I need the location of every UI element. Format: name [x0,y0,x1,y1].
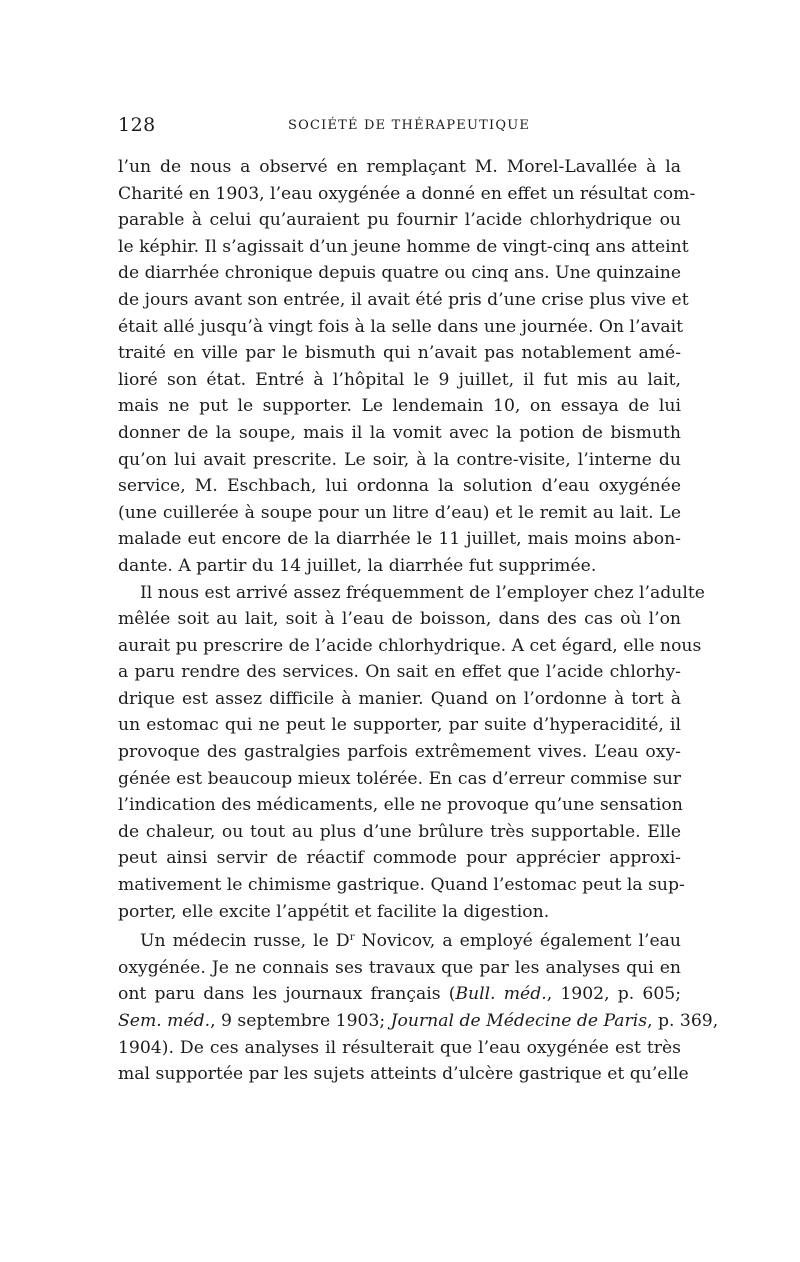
paragraph [118,580,705,926]
citation-title: Sem. méd. [118,1011,211,1031]
text-line: mativement le chimisme gastrique. Quand l’estomac peut la sup- [118,875,685,896]
text-line: le képhir. Il s’agissait d’un jeune homme de vingt-cinq ans atteint [118,236,689,257]
text-fragment: , 1902, p. 605; [546,984,681,1005]
text-line: dante. A partir du 14 juillet, la diarrhée fut supprimée. [118,555,597,576]
text-line [118,981,681,1008]
text-line: traité en ville par le bismuth qui n’avait pas notablement amé- [118,343,681,364]
text-line: parable à celui qu’auraient pu fournir l’acide chlorhydrique ou [118,210,681,231]
text-line: malade eut encore de la diarrhée le 11 juillet, mais moins abon- [118,529,681,550]
text-line: était allé jusqu’à vingt fois à la selle dans une journée. On l’avait [118,316,684,337]
text-line: l’indication des médicaments, elle ne provoque qu’une sensation [118,795,683,816]
text-line: lioré son état. Entré à l’hôpital le 9 juillet, il fut mis au lait, [118,369,681,390]
text-line: qu’on lui avait prescrite. Le soir, à la contre-visite, l’interne du [118,449,681,470]
text-line: service, M. Eschbach, lui ordonna la solution d’eau oxygénée [118,476,681,497]
text-line: mais ne put le supporter. Le lendemain 10, on essaya de lui [118,396,681,417]
text-line: de diarrhée chronique depuis quatre ou cinq ans. Une quinzaine [118,263,681,284]
text-fragment: Un médecin russe, le D [140,931,350,952]
running-title: SOCIÉTÉ DE THÉRAPEUTIQUE [288,118,531,133]
text-fragment: , p. 369, [647,1011,719,1031]
text-line: de chaleur, ou tout au plus d’une brûlure très supportable. Elle [118,821,681,842]
text-line: peut ainsi servir de réactif commode pour apprécier approxi- [118,848,681,869]
text-line: porter, elle excite l’appétit et facilite la digestion. [118,901,550,922]
text-line: mêlée soit au lait, soit à l’eau de boisson, dans des cas où l’on [118,609,681,630]
body-text [118,154,719,1088]
text-line: de jours avant son entrée, il avait été pris d’une crise plus vive et [118,289,689,310]
text-fragment: Novicov, a employé également l’eau [354,931,681,952]
text-line: Il nous est arrivé assez fréquemment de l’employer chez l’adulte [140,582,705,603]
text-fragment: ont paru dans les journaux français ( [118,984,456,1005]
text-line: Charité en 1903, l’eau oxygénée a donné en effet un résultat com- [118,183,696,204]
paragraph [118,925,719,1088]
text-line: (une cuillerée à soupe pour un litre d’eau) et le remit au lait. Le [118,502,681,523]
text-line: l’un de nous a observé en remplaçant M. Morel-Lavallée à la [118,157,681,177]
text-line: un estomac qui ne peut le supporter, par suite d’hyperacidité, il [118,715,681,736]
running-header [118,112,681,142]
text-line: génée est beaucoup mieux tolérée. En cas d’erreur commise sur [118,768,681,789]
text-line: provoque des gastralgies parfois extrêmement vives. L’eau oxy- [118,742,681,763]
document-page [118,112,719,1088]
text-line: mal supportée par les sujets atteints d’ulcère gastrique et qu’elle [118,1064,689,1085]
paragraph [118,154,696,580]
text-line: oxygénée. Je ne connais ses travaux que par les analyses qui en [118,957,681,978]
text-line: 1904). De ces analyses il résulterait que l’eau oxygénée est très [118,1037,681,1058]
text-line: donner de la soupe, mais il la vomit avec la potion de bismuth [118,422,681,443]
page-number: 128 [118,114,156,136]
text-line [118,1008,719,1035]
superscript: r [349,932,355,944]
text-line [118,925,681,955]
text-fragment: , 9 septembre 1903; [210,1011,391,1031]
text-line: aurait pu prescrire de l’acide chlorhydrique. A cet égard, elle nous [118,635,702,656]
citation-title: Bull. méd. [455,984,547,1005]
text-line: drique est assez difficile à manier. Quand on l’ordonne à tort à [118,688,681,709]
citation-title: Journal de Médecine de Paris [390,1011,648,1031]
text-line: a paru rendre des services. On sait en effet que l’acide chlorhy- [118,662,681,683]
